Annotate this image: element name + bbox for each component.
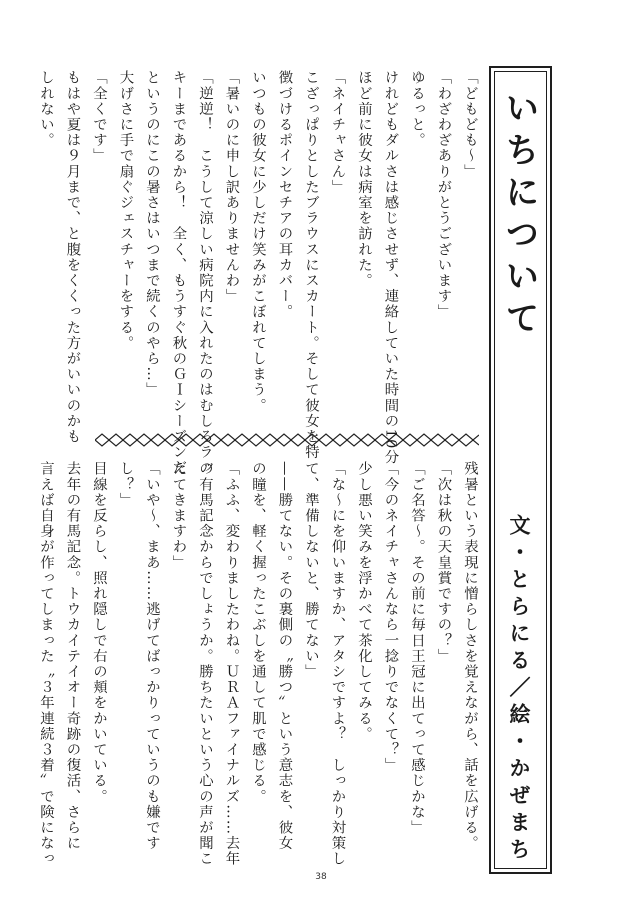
text-line: の瞳を、軽く握ったこぶしを通して肌で感じる。: [250, 461, 266, 805]
text-line: 「ネイチャさん」: [329, 70, 346, 195]
text-block-bottom: [33, 461, 484, 867]
page-number: 38: [315, 872, 327, 882]
text-line: 残暑という表現に憎らしさを覚えながら、話を広げる。: [462, 461, 478, 851]
text-line: 「ご名答〜。その前に毎日王冠に出てって感じかな」: [409, 461, 425, 836]
text-line: えてきますわ」: [170, 461, 187, 571]
text-line: 去年の有馬記念。トウカイテイオー奇跡の復活、さらに: [64, 461, 81, 851]
text-line: の有馬記念からでしょうか。勝ちたいという心の声が聞こ: [197, 461, 213, 867]
text-line: 「次は秋の天皇賞ですの？」: [435, 461, 452, 664]
text-line: 「今のネイチャさんなら一捻りでなくて？」: [382, 461, 399, 773]
text-line: 「暑いのに申し訳ありませんわ」: [223, 70, 240, 304]
text-line: 少し悪い笑みを浮かべて茶化してみる。: [356, 461, 372, 742]
text-line: こざっぱりとしたブラウスにスカート。そして彼女を特: [303, 70, 319, 460]
text-line: し？」: [117, 461, 134, 508]
diamond-separator: [95, 433, 479, 447]
text-line: しれない。: [38, 70, 54, 148]
text-line: 「な〜にを仰いますか、アタシですよ？ しっかり対策し: [329, 461, 346, 867]
text-line: 大げさに手で扇ぐジェスチャーをする。: [117, 70, 134, 351]
text-line: 「ふふ、変わりましたわね。ＵＲＡファイナルズ……去年: [223, 461, 240, 867]
text-line: ——勝てない。その裏側の〝勝つ〟という意志を、彼女: [276, 461, 293, 851]
text-block-top: [33, 70, 484, 476]
title-frame-inner: [494, 71, 547, 869]
story-title: いちについて: [499, 90, 539, 342]
text-line: て、準備しないと、勝てない」: [303, 461, 319, 680]
text-line: 「どもども〜」: [462, 70, 478, 180]
text-line: 言えば自身が作ってしまった〝３年連続３着〟で険になっ: [38, 461, 54, 867]
text-line: 目線を反らし、照れ隠しで右の頬をかいている。: [91, 461, 107, 805]
text-line: キーまであるから！ 全く、もうすぐ秋のＧＩシーズンだ: [170, 70, 187, 476]
text-line: 「逆逆！ こうして涼しい病院内に入れたのはむしろラッ: [197, 70, 213, 476]
text-line: 「いや〜、まあ……逃げてばっかりっていうのも嫌です: [144, 461, 160, 851]
text-line: というのにこの暑さはいつまで続くのやら…」: [144, 70, 160, 398]
text-line: ゆるっと。: [409, 70, 425, 148]
text-line: けれどもダルさは感じさせず、連絡していた時間の10分: [382, 70, 399, 466]
text-line: ほど前に彼女は病室を訪れた。: [356, 70, 372, 289]
text-line: 徴づけるポインセチアの耳カバー。: [276, 70, 293, 320]
text-line: もはや夏は９月まで、と腹をくくった方がいいのかも: [64, 70, 81, 445]
title-frame: [489, 66, 552, 874]
text-line: いつもの彼女に少しだけ笑みがこぼれてしまう。: [250, 70, 266, 414]
text-line: 「全くです」: [91, 70, 107, 164]
author-credit: 文・とらにる／絵・かぜまち: [507, 514, 531, 865]
text-line: 「わざわざありがとうございます」: [435, 70, 452, 320]
